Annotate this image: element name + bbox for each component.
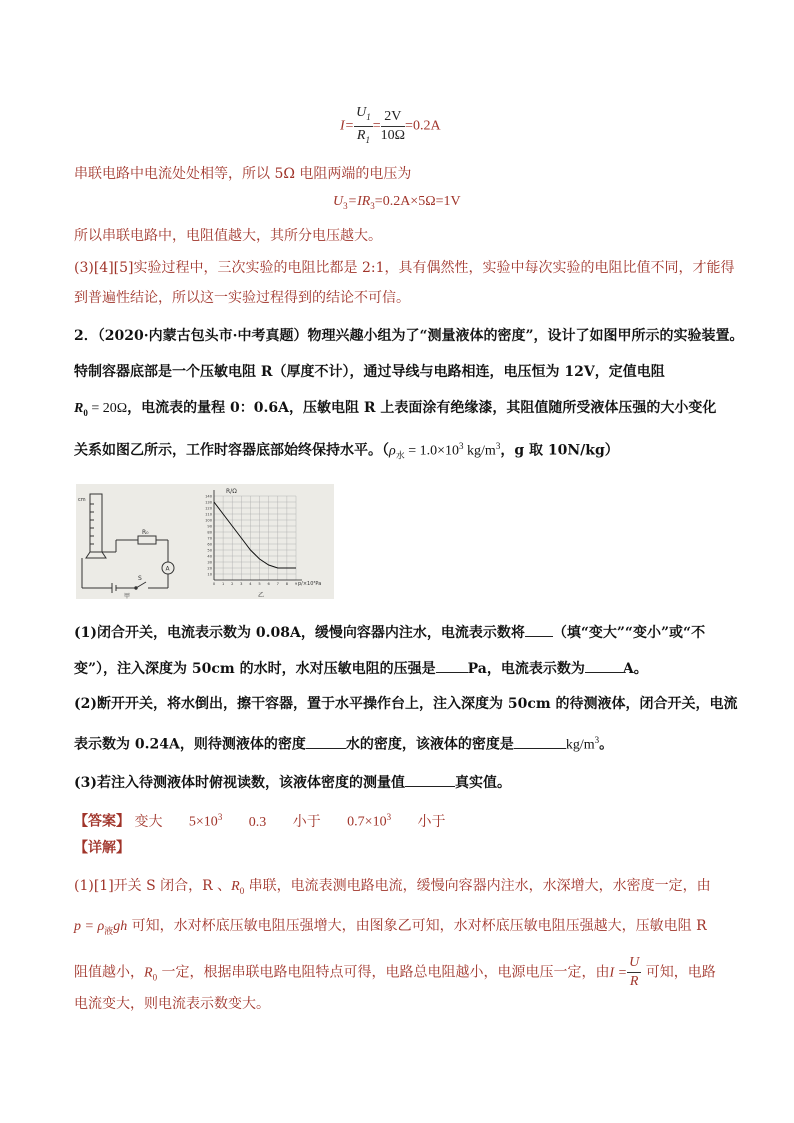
detail-line4: 电流变大，则电流表示数变大。	[74, 996, 270, 1012]
graph-x-label: p/×10³Pa	[298, 581, 322, 587]
x-tick-label: 8	[285, 582, 289, 586]
question-2-line4: 关系如图乙所示，工作时容器底部始终保持水平。（$\rho_水 = 1.0\times 10^3$ $kg/m^3$，g 取 10N/kg）	[74, 441, 619, 461]
answer-item-1: 变大	[134, 813, 163, 830]
fraction-2v-10ohm: $\frac{2V}{10\Omega}$	[380, 108, 406, 143]
answer-blank-6[interactable]	[405, 772, 455, 787]
formula-lhs: I=	[340, 118, 355, 134]
circuit-diagram	[82, 494, 174, 593]
y-tick-label: 60	[207, 542, 212, 547]
container-ruler	[90, 494, 102, 552]
subq-1-line2: 变”），注入深度为 50cm 的水时，水对压敏电阻的压强是 Pa，电流表示数为 A。	[74, 658, 648, 679]
caption-jia: 甲	[124, 593, 131, 599]
subq-2-line1: (2)断开开关，将水倒出，擦干容器，置于水平操作台上，注入深度为 50cm 的待测液体，闭合开关，电流	[74, 696, 738, 712]
y-tick-label: 80	[207, 530, 212, 535]
y-tick-label: 40	[207, 554, 212, 559]
x-tick-label: 0	[212, 582, 216, 586]
answer-item-5: $0.7\times 10^3$	[347, 812, 392, 830]
y-tick-label: 70	[207, 536, 212, 541]
para-conclusion: 所以串联电路中，电阻值越大，其所分电压越大。	[74, 228, 382, 244]
answer-item-6: 小于	[417, 813, 446, 830]
answer-blank-5[interactable]	[514, 734, 566, 749]
y-tick-label: 110	[205, 512, 212, 517]
formula-current: I= $\frac{U_1}{R_1}$ = $\frac{2V}{10\Omega}$ =0.2A	[340, 104, 441, 149]
resistance-pressure-graph	[205, 490, 302, 586]
detail-line1: (1)[1]开关 S 闭合，R 、$R_0$ 串联，电流表测电路电流，缓慢向容器内注水，水深增大，水密度一定，由	[74, 878, 711, 896]
figure-svg	[76, 484, 334, 599]
y-tick-label: 120	[205, 506, 212, 511]
y-tick-label: 10	[207, 572, 212, 577]
answer-item-4: 小于	[292, 813, 321, 830]
fraction-u-r: $\frac{U}{R}$	[629, 955, 640, 989]
answer-item-3: 0.3	[248, 814, 267, 830]
subq-1-line1: (1)闭合开关，电流表示数为 0.08A，缓慢向容器内注水，电流表示数将 （填“变大”“变小”或“不	[74, 622, 705, 643]
resistance-curve	[214, 502, 296, 568]
x-tick-label: 7	[276, 582, 279, 586]
y-tick-label: 30	[207, 560, 212, 565]
question-2-line3: $R_0 = 20\Omega$，电流表的量程 0：0.6A，压敏电阻 R 上表面涂有绝缘漆，其阻值随所受液体压强的大小变化	[74, 400, 717, 418]
x-tick-label: 5	[258, 582, 261, 586]
question-2-line2: 特制容器底部是一个压敏电阻 R（厚度不计），通过导线与电路相连，电压恒为 12V，定值电阻	[74, 364, 665, 380]
detail-tag: 【详解】	[74, 840, 130, 856]
formula-voltage: $U_3=IR_3=0.2A\times 5\Omega=1V$	[333, 194, 461, 211]
ruler-unit-label: cm	[78, 497, 86, 503]
detail-line3: 阻值越小，$R_0$ 一定，根据串联电路电阻特点可得，电路总电阻越小，电源电压一定，由I = $\frac{U}{R}$ 可知，电路	[74, 955, 716, 989]
answer-item-2: $5\times 10^3$	[188, 812, 223, 830]
answer-blank-2[interactable]	[436, 658, 468, 673]
experiment-figure	[76, 484, 334, 599]
x-tick-label: 1	[221, 582, 225, 586]
answer-blank-3[interactable]	[585, 658, 623, 673]
y-tick-label: 90	[207, 524, 212, 529]
x-tick-label: 6	[267, 582, 270, 586]
switch-label: S	[138, 575, 142, 582]
subq-3: (3)若注入待测液体时俯视读数，该液体密度的测量值 真实值。	[74, 772, 511, 793]
caption-yi: 乙	[258, 592, 265, 599]
answer-blank-4[interactable]	[306, 734, 346, 749]
ammeter-label: A	[165, 565, 170, 573]
para-series-current: 串联电路中电流处处相等，所以 5Ω 电阻两端的电压为	[74, 166, 412, 182]
x-tick-label: 3	[240, 582, 243, 586]
answer-row: 【答案】 变大 $5\times 10^3$ 0.3 小于 $0.7\times 10^3$ 小于	[74, 807, 468, 833]
fraction-u1-r1: $\frac{U_1}{R_1}$	[356, 105, 371, 145]
y-tick-label: 140	[205, 494, 212, 499]
pressure-sensor	[86, 552, 106, 558]
y-tick-label: 100	[205, 518, 212, 523]
answer-blank-1[interactable]	[525, 622, 553, 637]
y-tick-label: 50	[207, 548, 212, 553]
subq-2-line2: 表示数为 0.24A，则待测液体的密度 水的密度，该液体的密度是 $kg/m^3$。	[74, 735, 614, 753]
x-tick-label: 4	[249, 582, 252, 586]
r0-label: R₀	[142, 529, 149, 536]
y-tick-label: 20	[207, 566, 212, 571]
question-2-line1: 2．（2020·内蒙古包头市·中考真题）物理兴趣小组为了“测量液体的密度”，设计了如图甲所示的实验装置。	[74, 328, 744, 344]
x-tick-label: 2	[231, 582, 234, 586]
para-3-line2: 到普遍性结论，所以这一实验过程得到的结论不可信。	[74, 290, 410, 306]
para-3-line1: (3)[4][5]实验过程中，三次实验的电阻比都是 2:1，具有偶然性，实验中每次实验的电阻比值不同，才能得	[74, 260, 735, 276]
detail-line2: $p = \rho_液gh$ 可知，水对杯底压敏电阻压强增大，由图象乙可知，水对杯底压敏电阻压强越大，压敏电阻 R	[74, 918, 707, 937]
y-tick-label: 130	[205, 500, 212, 505]
x-tick-label: 9	[294, 582, 298, 586]
resistor-r0	[138, 536, 156, 544]
graph-y-label: R/Ω	[226, 488, 237, 495]
